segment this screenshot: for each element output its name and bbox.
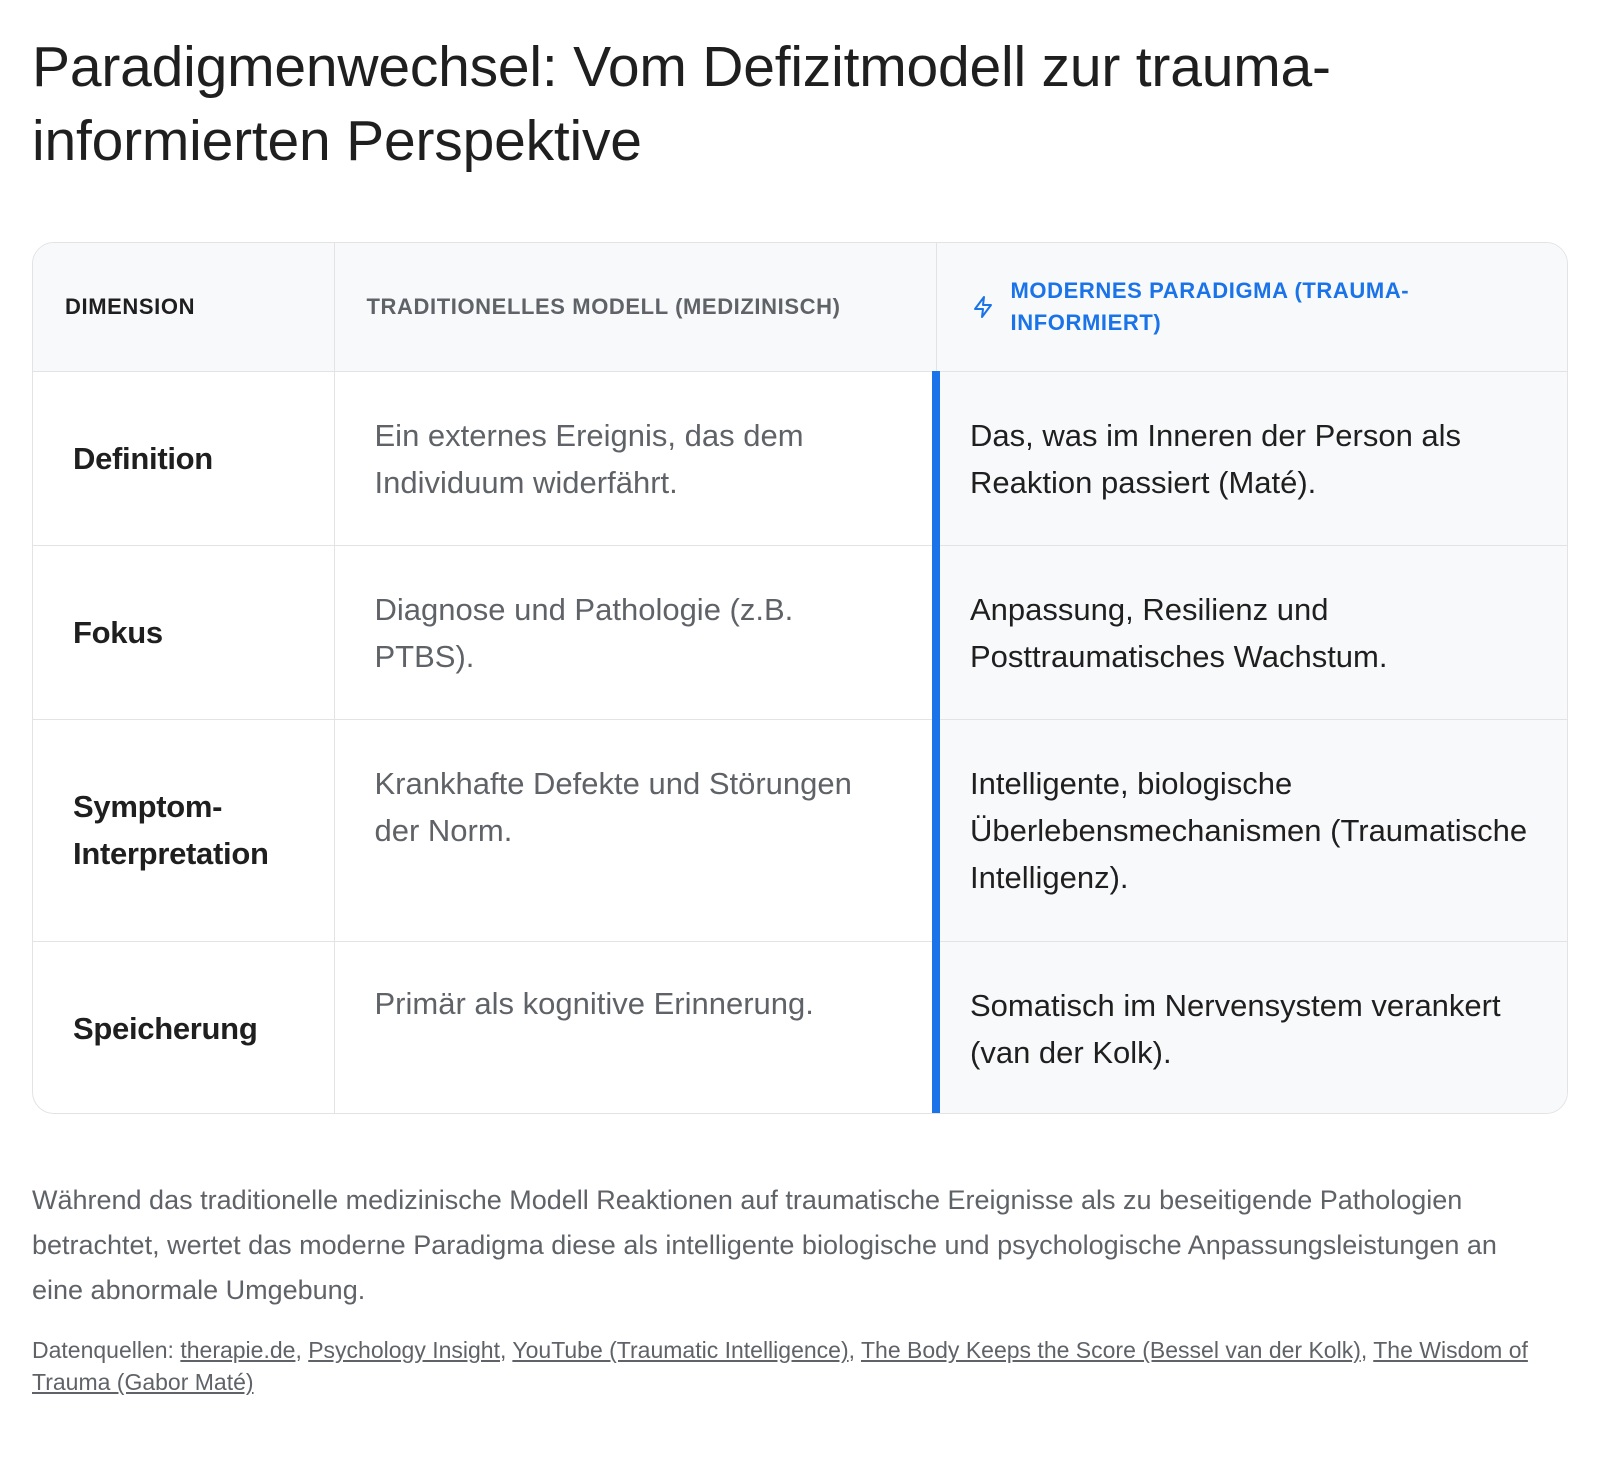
row-dimension: Symptom-Interpretation [33,719,334,941]
source-link-psychology-insight[interactable]: Psychology Insight [308,1337,500,1363]
table-header-row [33,243,1568,371]
header-modern-content [971,275,1538,339]
sources-line: Datenquellen: therapie.de, Psychology Insight, YouTube (Traumatic Intelligence), The Body Keeps the Score (Bessel van der Kolk), The Wisdom of Trauma (Gabor Maté) [32,1337,1528,1395]
summary-text: Während das traditionelle medizinische Modell Reaktionen auf traumatische Ereignisse als zu beseitigende Pathologien betrachtet, wertet das moderne Paradigma diese als intelligente biologische und psychologische Anpassungsleistungen an eine abnormale Umgebung. [32,1185,1497,1305]
comparison-table-card [32,242,1568,1114]
table-row [33,545,1568,719]
row-modern: Anpassung, Resilienz und Posttraumatisches Wachstum. [936,545,1568,719]
header-modern-label: MODERNES PARADIGMA (TRAUMA-INFORMIERT) [1010,277,1410,335]
row-traditional: Ein externes Ereignis, das dem Individuum widerfährt. [334,371,936,545]
page-title: Paradigmenwechsel: Vom Defizitmodell zur trauma-informierten Perspektive [32,35,1331,173]
lightning-bolt-icon [971,295,995,319]
row-dimension: Speicherung [33,941,334,1114]
row-modern: Das, was im Inneren der Person als Reaktion passiert (Maté). [936,371,1568,545]
source-link-therapie[interactable]: therapie.de [180,1337,296,1363]
row-traditional: Primär als kognitive Erinnerung. [334,941,936,1114]
header-traditional: TRADITIONELLES MODELL (MEDIZINISCH) [334,243,936,371]
header-dimension: DIMENSION [33,243,334,371]
row-modern: Intelligente, biologische Überlebensmechanismen (Traumatische Intelligenz). [936,719,1568,941]
table-row [33,719,1568,941]
header-modern [936,243,1568,371]
source-link-youtube[interactable]: YouTube (Traumatic Intelligence) [512,1337,849,1363]
table-row [33,941,1568,1114]
source-link-body-keeps-score[interactable]: The Body Keeps the Score (Bessel van der Kolk) [860,1337,1361,1363]
row-traditional: Diagnose und Pathologie (z.B. PTBS). [334,545,936,719]
row-traditional: Krankhafte Defekte und Störungen der Norm. [334,719,936,941]
source-link-wisdom-of-trauma[interactable]: The Wisdom of Trauma (Gabor Maté) [32,1337,1528,1395]
table-row [33,371,1568,545]
row-dimension: Fokus [33,545,334,719]
sources-prefix: Datenquellen: [32,1337,174,1363]
row-modern: Somatisch im Nervensystem verankert (van der Kolk). [936,941,1568,1114]
row-dimension: Definition [33,371,334,545]
comparison-table [33,243,1568,1114]
